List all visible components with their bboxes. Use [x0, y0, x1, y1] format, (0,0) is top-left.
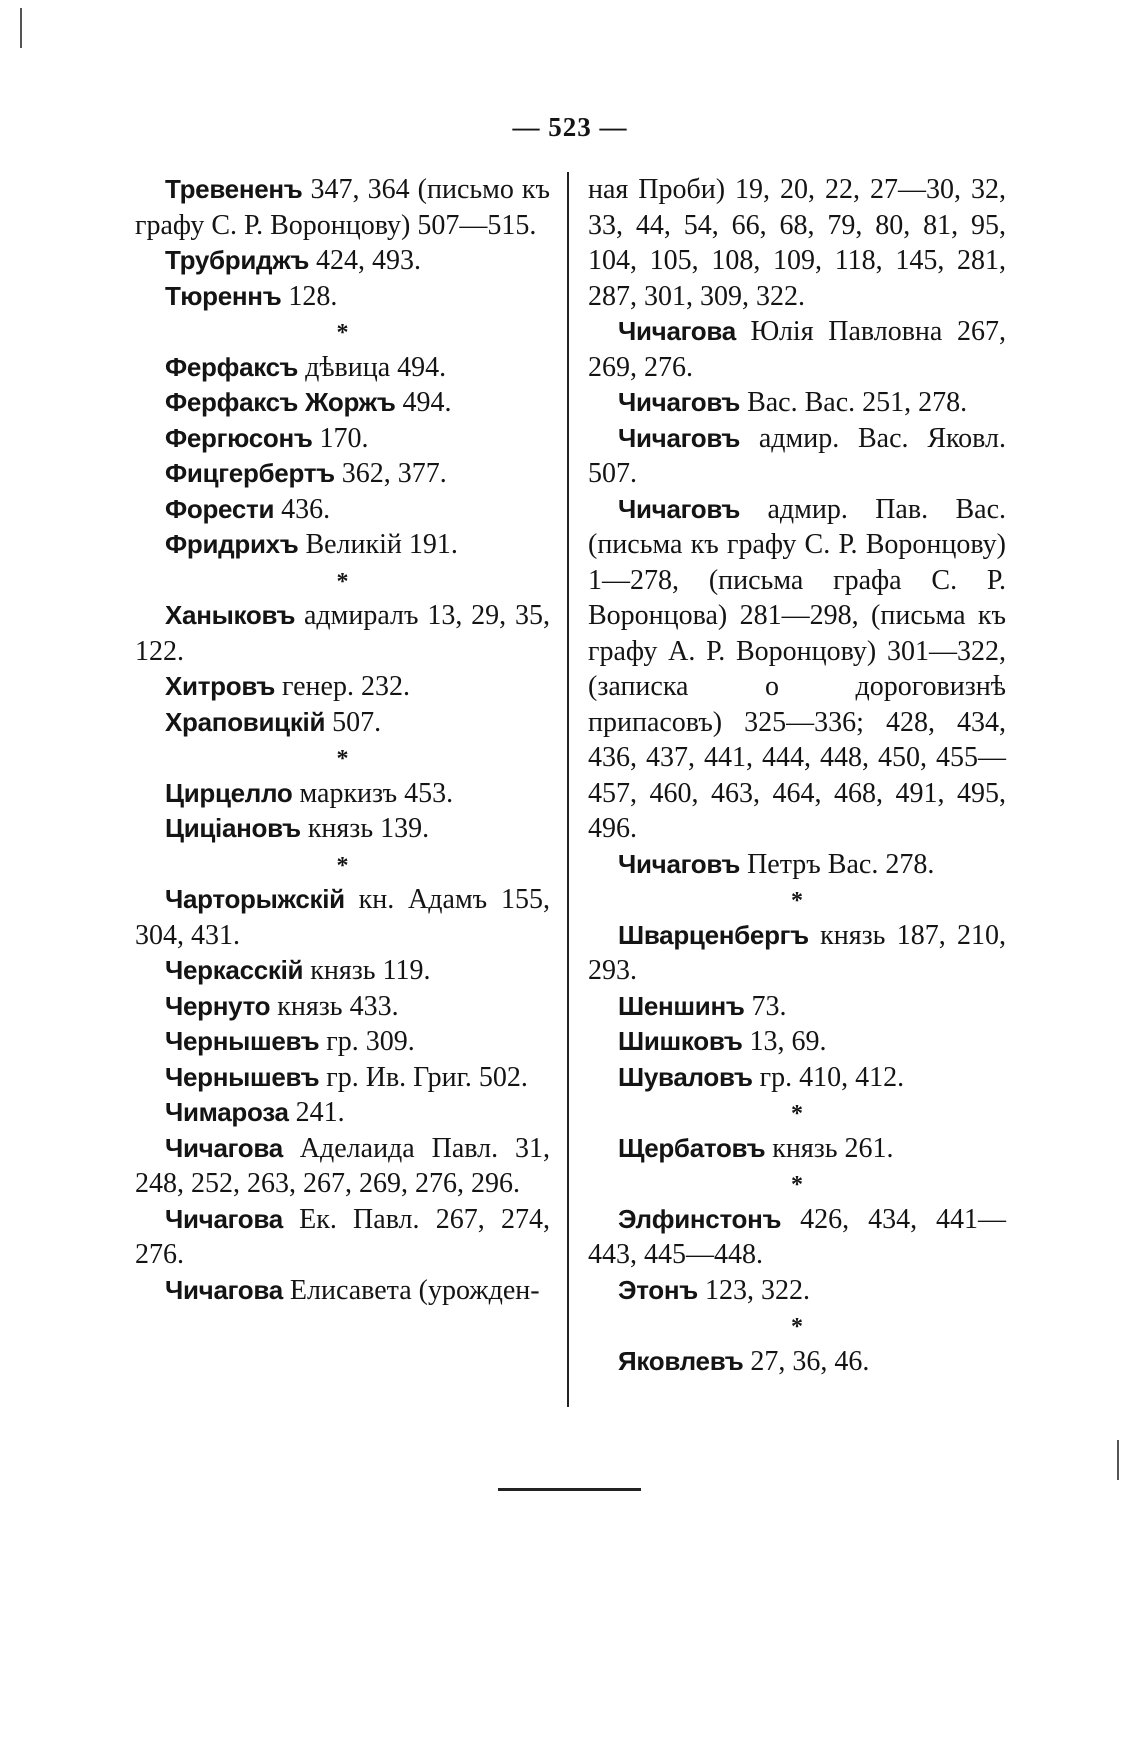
entry-name: Чичагова [165, 1274, 283, 1305]
entry-name: Чичагова [165, 1203, 283, 1234]
index-entry [135, 527, 550, 563]
entry-pages: 424, 493. [309, 245, 422, 276]
entry-pages: гр. 309. [319, 1026, 415, 1057]
entry-name: Чернышевъ [165, 1026, 320, 1056]
entry-pages: 347, 364 (письмо къ графу С. Р. Воронцову) 507—515. [135, 174, 550, 241]
index-entry [135, 705, 550, 741]
entry-name: Чичаговъ [618, 422, 741, 453]
entry-pages: гр. Ив. Григ. 502. [319, 1061, 528, 1093]
entry-name: Этонъ [618, 1274, 698, 1305]
section-separator: * [336, 320, 349, 346]
section-separator: * [336, 852, 349, 879]
entry-pages: 507. [325, 706, 382, 738]
entry-pages: 73. [744, 990, 787, 1022]
entry-pages: гр. 410, 412. [752, 1061, 905, 1093]
entry-pages: князь 187, 210, 293. [588, 919, 1006, 986]
index-entry [135, 243, 550, 279]
entry-name: Чернышевъ [165, 1061, 320, 1092]
entry-name: Тюреннъ [165, 280, 282, 311]
entry-name: Форести [165, 493, 275, 524]
entry-name: Шеншинъ [618, 990, 745, 1021]
entry-pages: 362, 377. [334, 458, 447, 489]
entry-name: Ферфаксъ Жоржъ [165, 387, 396, 417]
section-separator: * [791, 1172, 803, 1198]
index-entry [588, 1273, 1006, 1309]
index-entry [135, 1273, 550, 1309]
entry-name: Чарторыжскій [165, 884, 345, 914]
index-entry [588, 385, 1006, 421]
entry-name: Шуваловъ [618, 1061, 753, 1092]
entry-pages: 27, 36, 46. [743, 1345, 870, 1377]
index-entry [135, 989, 550, 1025]
index-entry [588, 314, 1006, 385]
entry-pages: адмир. Вас. Яковл. 507. [588, 422, 1006, 489]
entry-pages: Аделаида Павл. 31, 248, 252, 263, 267, 269, 276, 296. [135, 1132, 550, 1199]
margin-mark [1117, 1440, 1119, 1480]
entry-name: Храповицкій [165, 706, 326, 737]
index-entry [135, 1024, 550, 1060]
entry-pages: князь 261. [765, 1132, 894, 1164]
entry-name: Трубриджъ [165, 245, 310, 275]
index-entry [588, 1024, 1006, 1060]
index-entry [588, 1131, 1006, 1167]
entry-name: Чичаговъ [618, 848, 741, 879]
index-entry [135, 953, 550, 989]
entry-pages: Великій 191. [298, 529, 458, 560]
entry-pages: маркизъ 453. [292, 777, 454, 809]
index-entry [135, 1131, 550, 1202]
index-entry [135, 882, 550, 953]
entry-name: Чернуто [165, 990, 271, 1021]
entry-name: Шишковъ [618, 1026, 743, 1056]
index-entry [135, 1202, 550, 1273]
entry-pages: генер. 232. [275, 671, 410, 702]
entry-name: Чичагова [165, 1132, 283, 1163]
index-entry [135, 1095, 550, 1131]
entry-name: Черкасскій [165, 955, 304, 985]
section-separator: * [791, 1314, 803, 1340]
entry-pages: 494. [395, 387, 452, 418]
entry-pages: кн. Адамъ 155, 304, 431. [135, 884, 550, 951]
entry-name: Чичаговъ [618, 493, 741, 524]
entry-name: Яковлевъ [618, 1345, 744, 1376]
column-divider [567, 172, 569, 1407]
entry-pages: ная Проби) 19, 20, 22, 27—30, 32, 33, 44, 54, 66, 68, 79, 80, 81, 95, 104, 105, 108, 109, 118, 145, 281, 287, 301, 309, 322. [588, 174, 1006, 312]
index-entry [588, 421, 1006, 492]
entry-pages: 426, 434, 441—443, 445—448. [588, 1203, 1006, 1270]
entry-name: Чичагова [618, 316, 736, 346]
section-separator: * [336, 568, 349, 595]
index-column-left [135, 172, 550, 1308]
entry-name: Чичаговъ [618, 387, 741, 417]
index-entry [135, 598, 550, 669]
entry-name: Фридрихъ [165, 529, 299, 559]
index-entry [588, 847, 1006, 883]
entry-name: Тревененъ [165, 174, 303, 204]
entry-pages: Елисавета (урожден- [282, 1274, 540, 1306]
entry-pages: 170. [312, 422, 369, 454]
entry-pages: дѣвица 494. [298, 351, 447, 383]
index-entry [588, 918, 1006, 989]
entry-pages: адмиралъ 13, 29, 35, 122. [135, 600, 550, 667]
end-rule [498, 1488, 641, 1491]
margin-mark [20, 8, 22, 48]
index-entry [135, 421, 550, 457]
index-entry [135, 456, 550, 492]
entry-pages: Вас. Вас. 251, 278. [740, 387, 968, 418]
section-separator: * [336, 746, 349, 772]
entry-pages: 123, 322. [697, 1274, 810, 1306]
entry-pages: Петръ Вас. 278. [740, 848, 935, 880]
entry-name: Цицiановъ [165, 813, 301, 843]
index-entry [135, 172, 550, 243]
entry-pages: князь 139. [300, 813, 430, 844]
index-entry [135, 669, 550, 705]
index-entry [588, 1344, 1006, 1380]
entry-pages: 436. [274, 493, 331, 525]
entry-name: Ферфаксъ [165, 351, 299, 382]
entry-name: Чимароза [165, 1097, 289, 1127]
index-entry [135, 492, 550, 528]
index-entry [588, 1202, 1006, 1273]
entry-name: Цирцелло [165, 777, 293, 808]
entry-name: Фергюсонъ [165, 422, 313, 453]
index-entry [135, 1060, 550, 1096]
section-separator: * [791, 1101, 803, 1127]
index-entry [135, 350, 550, 386]
page-number: — 523 — [512, 112, 628, 142]
index-entry [135, 811, 550, 847]
entry-pages: 128. [281, 280, 338, 312]
index-entry-continuation [588, 172, 1006, 314]
index-entry [588, 989, 1006, 1025]
entry-name: Хитровъ [165, 671, 276, 701]
entry-name: Фицгербертъ [165, 458, 335, 488]
index-entry [135, 385, 550, 421]
entry-pages: Юлія Павловна 267, 269, 276. [588, 316, 1006, 383]
entry-pages: 241. [288, 1097, 345, 1128]
index-entry [135, 279, 550, 315]
index-entry [588, 492, 1006, 847]
index-entry [135, 776, 550, 812]
entry-pages: князь 433. [270, 990, 399, 1022]
index-entry [588, 1060, 1006, 1096]
entry-pages: адмир. Пав. Вас. (письма къ графу С. Р. Воронцову) 1—278, (письма графа С. Р. Воронцова) 281—298, (письма къ графу А. Р. Воронцову) 301—322, (записка о дороговизнѣ припасовъ) 325—336; 428, 434, 436, 437, 441, 444, 448, 450, 455—457, 460, 463, 464, 468, 491, 495, 496. [588, 493, 1006, 844]
section-separator: * [791, 888, 803, 914]
entry-name: Ханыковъ [165, 600, 296, 630]
index-column-right [588, 172, 1006, 1379]
entry-pages: Ек. Павл. 267, 274, 276. [135, 1203, 550, 1270]
entry-name: Элфинстонъ [618, 1203, 782, 1234]
entry-name: Шварценбергъ [618, 919, 809, 950]
entry-name: Щербатовъ [618, 1132, 766, 1163]
entry-pages: князь 119. [303, 955, 431, 986]
entry-pages: 13, 69. [742, 1026, 827, 1057]
